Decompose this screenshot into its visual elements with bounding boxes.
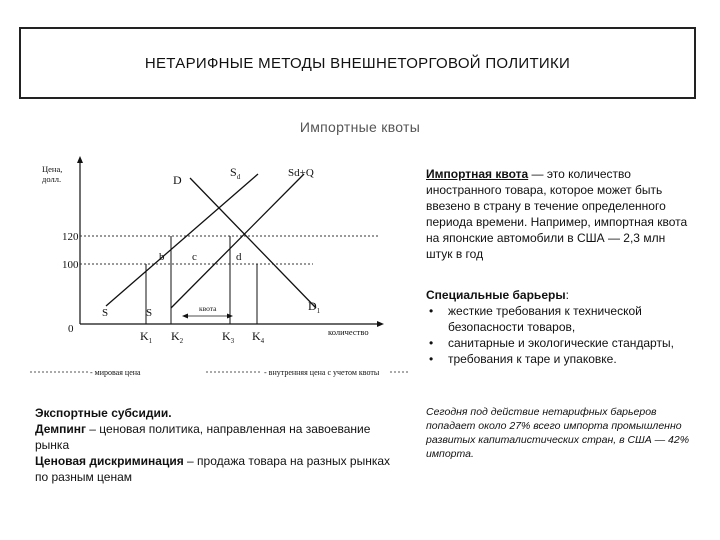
- quota-term: Импортная квота: [426, 167, 529, 181]
- area-b: b: [159, 251, 165, 263]
- quota-label: квота: [199, 304, 217, 313]
- tick-y-100: 100: [62, 259, 79, 271]
- label-s1: S: [102, 307, 109, 319]
- tick-k1: $K_1$: [140, 329, 153, 345]
- x-axis-arrow: [377, 321, 384, 327]
- area-c: c: [192, 251, 197, 263]
- legend-internal-text: - внутренняя цена с учетом квоты: [264, 368, 380, 377]
- y-axis-label-line2: долл.: [42, 174, 62, 184]
- quota-definition: [426, 166, 691, 262]
- label-sdq: Sd+Q: [288, 167, 314, 179]
- barrier-item: • санитарные и экологические стандарты,: [426, 335, 701, 351]
- export-policy: [35, 405, 405, 485]
- export-subsidies: Экспортные субсидии.: [35, 406, 172, 420]
- special-barriers: Специальные барьеры: • жесткие требования к технической безопасности товаров, • санитарные и экологические стандарты, • требования к таре и упаковке.: [426, 287, 701, 367]
- discrimination-text: – продажа товара на разных рынках по разным ценам: [35, 454, 391, 484]
- barriers-heading: Специальные барьеры: [426, 288, 566, 302]
- label-d1: $D_1$: [308, 299, 321, 315]
- title-box: [19, 27, 696, 99]
- legend-world-text: - мировая цена: [90, 368, 141, 377]
- demand-curve-d: [190, 178, 316, 308]
- label-d: D: [173, 173, 182, 187]
- label-sd: $S_d$: [230, 165, 241, 181]
- barrier-item: • жесткие требования к технической безопасности товаров,: [426, 303, 701, 335]
- tick-y-0: 0: [68, 323, 74, 335]
- dumping-term: Демпинг: [35, 422, 86, 436]
- supply-curve-sdq: [171, 174, 304, 308]
- barrier-item: • требования к таре и упаковке.: [426, 351, 701, 367]
- dumping-text: – ценовая политика, направленная на завоевание рынка: [35, 422, 371, 452]
- section-subtitle: Импортные квоты: [299, 119, 421, 135]
- label-s2: S: [146, 307, 153, 319]
- y-axis-label-line1: Цена,: [42, 164, 63, 174]
- page-title: НЕТАРИФНЫЕ МЕТОДЫ ВНЕШНЕТОРГОВОЙ ПОЛИТИКИ: [144, 54, 571, 72]
- area-d: d: [236, 251, 242, 263]
- quota-text: — это количество иностранного товара, которое может быть ввезено в страну в течение определенного периода времени. Например, импортная квота на японские автомобили в США — 2,3 млн штук в год: [426, 167, 688, 261]
- tick-y-120: 120: [62, 231, 79, 243]
- quota-arrow-left: [182, 314, 188, 319]
- supply-curve-sd: [106, 174, 258, 306]
- quota-graph: [28, 156, 413, 386]
- tick-k4: $K_4$: [252, 329, 265, 345]
- y-axis-arrow: [77, 156, 83, 163]
- discrimination-term: Ценовая дискриминация: [35, 454, 184, 468]
- tick-k3: $K_3$: [222, 329, 235, 345]
- x-axis-label: количество: [328, 327, 369, 337]
- tick-k2: $K_2$: [171, 329, 184, 345]
- today-note: Сегодня под действие нетарифных барьеров попадает около 27% всего импорта промышленно развитых капиталистических стран, в США — 42% импорта.: [426, 406, 690, 460]
